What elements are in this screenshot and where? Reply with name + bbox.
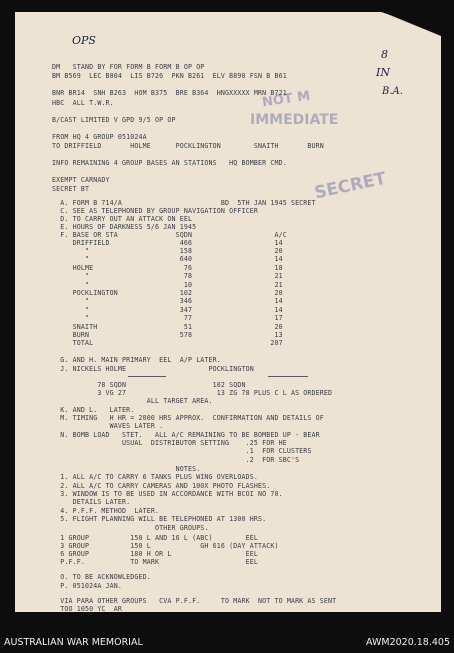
paragraph-line: .1 FOR CLUSTERS (52, 447, 312, 455)
table-row: " 640 14 (52, 255, 283, 263)
to-line: TO DRIFFIELD HOLME POCKLINGTON SNAITH BURN (52, 142, 324, 150)
header-line: DM STAND BY FOR FORM B FORM B OP OP (52, 63, 205, 71)
table-row: " 347 14 (52, 306, 283, 314)
paragraph-line: E. HOURS OF DARKNESS 5/6 JAN 1945 (52, 223, 197, 231)
note-line: 5. FLIGHT PLANNING WILL BE TELEPHONED AT 1300 HRS. (52, 515, 267, 523)
handwritten-ref-in: IN (376, 66, 390, 79)
underline-holme (128, 376, 166, 377)
paragraph-line: .2 FOR SBC'S (52, 456, 300, 464)
classification-line: EXEMPT CARNADY (52, 176, 110, 184)
paragraph-line: ALL TARGET AREA. (52, 397, 213, 405)
paragraph-line: K. AND L. LATER. (52, 406, 135, 414)
info-line: INFO REMAINING 4 GROUP BASES AN STATIONS HQ BOMBER CMD. (52, 159, 287, 167)
stamp-not-marked: NOT M (261, 88, 312, 111)
header-line: HBC ALL T.W.R. (52, 99, 114, 107)
table-row: POCKLINGTON 102 20 (52, 289, 283, 297)
stamp-secret: SECRET (312, 168, 388, 204)
table-row: DRIFFIELD 466 14 (52, 239, 283, 247)
notes-heading: NOTES. (52, 465, 201, 473)
from-line: FROM HQ 4 GROUP 051024A (52, 133, 147, 141)
classification-line: SECRET BT (52, 185, 90, 193)
note-line: 4. P.F.F. METHOD LATER. (52, 507, 160, 515)
table-row: " 158 20 (52, 247, 283, 255)
note-line: DETAILS LATER. (52, 498, 131, 506)
paragraph-line: USUAL DISTRIBUTOR SETTING .25 FOR HE (52, 439, 287, 447)
time-of-origin-line: TOO 1050 YC AR (52, 605, 123, 613)
group-row: 6 GROUP 180 H OR L EEL (52, 550, 258, 558)
broadcast-line: B/CAST LIMITED V GPD 9/5 OP OP (52, 116, 176, 124)
paragraph-line: D. TO CARRY OUT AN ATTACK ON EEL (52, 215, 193, 223)
paragraph-line: C. SEE AS TELEPHONED BY GROUP NAVIGATION OFFICER (52, 207, 258, 215)
paragraph-line: P. 051024A JAN. (52, 582, 123, 590)
group-row: 1 GROUP 150 L AND 16 L (ABC) EEL (52, 534, 258, 542)
handwritten-ops-note: OPS (72, 34, 96, 47)
table-row: SNAITH 51 20 (52, 323, 283, 331)
paragraph-line: G. AND H. MAIN PRIMARY EEL A/P LATER. (52, 356, 221, 364)
footer-accession-number: AWM2020.18.405 (366, 637, 451, 648)
table-row: " 346 14 (52, 297, 283, 305)
table-header: F. BASE OR STA SQDN A/C (52, 231, 287, 239)
paragraph-line: O. TO BE ACKNOWLEDGED. (52, 573, 151, 581)
table-row: " 78 21 (52, 272, 283, 280)
group-row: P.F.F. TO MARK EEL (52, 558, 258, 566)
footer-source: AUSTRALIAN WAR MEMORIAL (4, 637, 143, 648)
table-total: TOTAL 207 (52, 339, 283, 347)
other-groups-heading: OTHER GROUPS. (52, 524, 209, 532)
table-row: " 77 17 (52, 314, 283, 322)
note-line: 1. ALL A/C TO CARRY 6 TANKS PLUS WING OVERLOADS. (52, 473, 258, 481)
handwritten-ref-ba: B.A. (382, 86, 403, 97)
header-line: BNR BR14 SNH B263 HOM B375 BRE B364 HNGXXXXX MRN B721 (52, 89, 287, 97)
note-line: 2. ALL A/C TO CARRY CAMERAS AND 100X PHOTO FLASHES. (52, 482, 271, 490)
handwritten-page-number: 8 (381, 48, 388, 61)
table-row: BURN 578 13 (52, 331, 283, 339)
header-line: BM B569 LEC B804 LIS B726 PKN B261 ELV B890 FSN B B61 (52, 72, 287, 80)
paragraph-line: A. FORM B 714/A BD 5TH JAN 1945 SECRET (52, 199, 316, 207)
paragraph-line: N. BOMB LOAD STET. ALL A/C REMAINING TO BE BOMBED UP - BEAR (52, 431, 320, 439)
stamp-immediate: IMMEDIATE (250, 112, 339, 128)
note-line: 3. WINDOW IS TO BE USED IN ACCORDANCE WITH BCOI NO 70. (52, 490, 283, 498)
paragraph-line: J. NICKELS HOLME POCKLINGTON (52, 365, 254, 373)
paragraph-line: WAVES LATER . (52, 422, 164, 430)
routing-line: VIA PARA OTHER GROUPS CVA P.F.F. TO MARK NOT TO MARK AS SENT (52, 597, 337, 605)
paragraph-line: 78 SQDN 102 SQDN (52, 381, 246, 389)
table-row: " 10 21 (52, 281, 283, 289)
paragraph-line: M. TIMING H HR = 2000 HRS APPROX. CONFIRMATION AND DETAILS OF (52, 414, 324, 422)
group-row: 3 GROUP 150 L GH 616 (DAY ATTACK) (52, 542, 279, 550)
table-row: HOLME 76 18 (52, 264, 283, 272)
underline-pocklington (268, 376, 308, 377)
paragraph-line: 3 VG 27 13 ZG 78 PLUS C L AS ORDERED (52, 389, 333, 397)
